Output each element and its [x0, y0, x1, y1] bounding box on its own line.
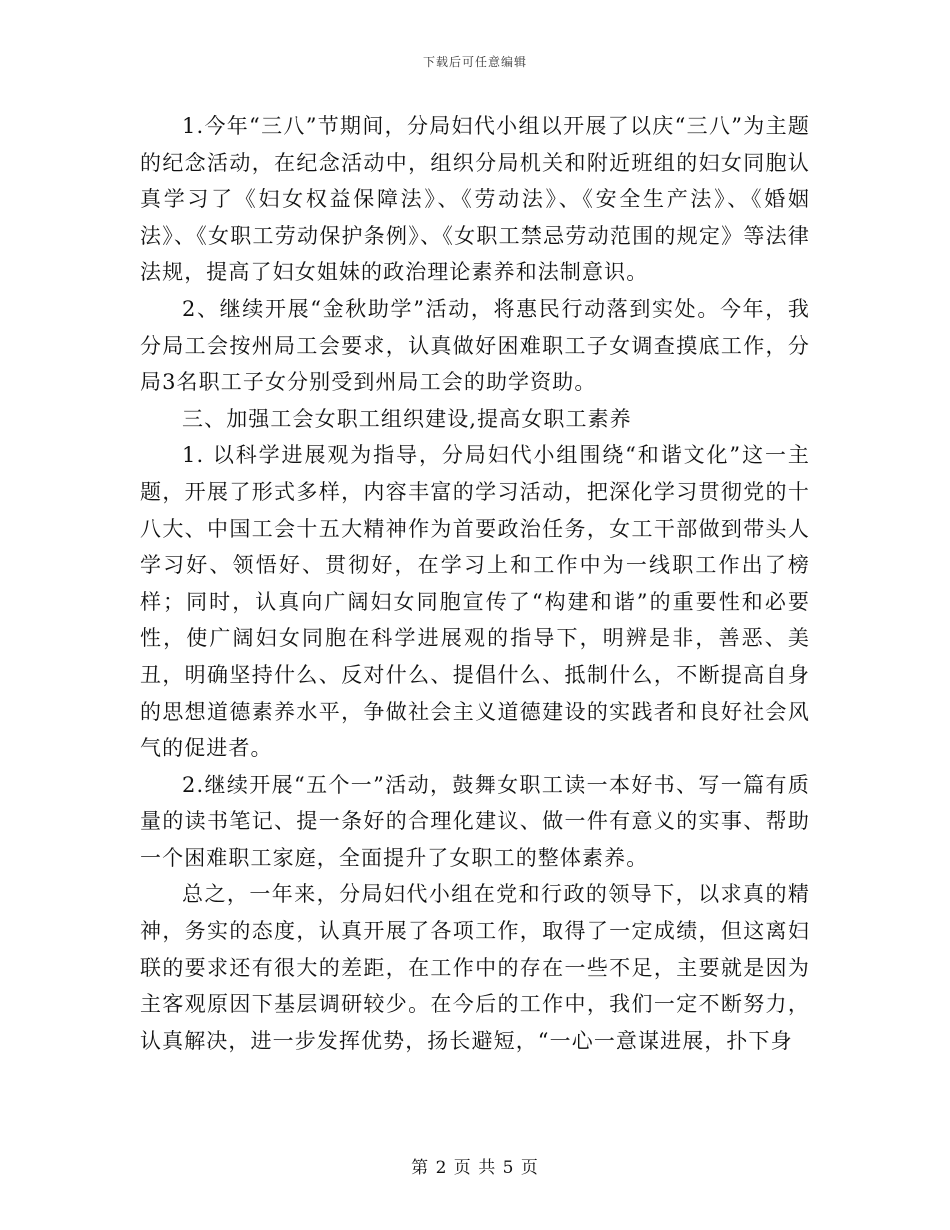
header-note: 下载后可任意编辑 [422, 55, 527, 69]
paragraph-5: 总之，一年来，分局妇代小组在党和行政的领导下，以求真的精神，务实的态度，认真开展了各项工作，取得了一定成绩，但这离妇联的要求还有很大的差距，在工作中的存在一些不足，主要就是因为主客观原因下基层调研较少。在今后的工作中，我们一定不断努力，认真解决，进一步发挥优势，扬长避短，“一心一意谋进展，扑下身 [140, 882, 810, 1053]
paragraph-1: 1.今年“三八”节期间，分局妇代小组以开展了以庆“三八”为主题的纪念活动，在纪念活动中，组织分局机关和附近班组的妇女同胞认真学习了《妇女权益保障法》、《劳动法》、《安全生产法》、《婚姻法》、《女职工劳动保护条例》、《女职工禁忌劳动范围的规定》等法律法规，提高了妇女姐妹的政治理论素养和法制意识。 [140, 114, 810, 285]
paragraph-2: 2、继续开展“金秋助学”活动，将惠民行动落到实处。今年，我分局工会按州局工会要求，认真做好困难职工子女调查摸底工作，分局3名职工子女分别受到州局工会的助学资助。 [140, 296, 810, 395]
document-body [140, 108, 810, 1059]
paragraph-4: 2.继续开展“五个一”活动，鼓舞女职工读一本好书、写一篇有质量的读书笔记、提一条好的合理化建议、做一件有意义的实事、帮助一个困难职工家庭，全面提升了女职工的整体素养。 [140, 772, 810, 870]
page-number: 第 2 页 共 5 页 [411, 1158, 539, 1178]
section-heading: 三、加强工会女职工组织建设,提高女职工素养 [182, 406, 632, 431]
paragraph-3: 1. 以科学进展观为指导，分局妇代小组围绕“和谐文化”这一主题，开展了形式多样，内容丰富的学习活动，把深化学习贯彻党的十八大、中国工会十五大精神作为首要政治任务，女工干部做到带头人学习好、领悟好、贯彻好，在学习上和工作中为一线职工作出了榜样；同时，认真向广阔妇女同胞宣传了“构建和谐”的重要性和必要性，使广阔妇女同胞在科学进展观的指导下，明辨是非，善恶、美丑，明确坚持什么、反对什么、提倡什么、抵制什么，不断提高自身的思想道德素养水平，争做社会主义道德建设的实践者和良好社会风气的促进者。 [140, 443, 810, 761]
